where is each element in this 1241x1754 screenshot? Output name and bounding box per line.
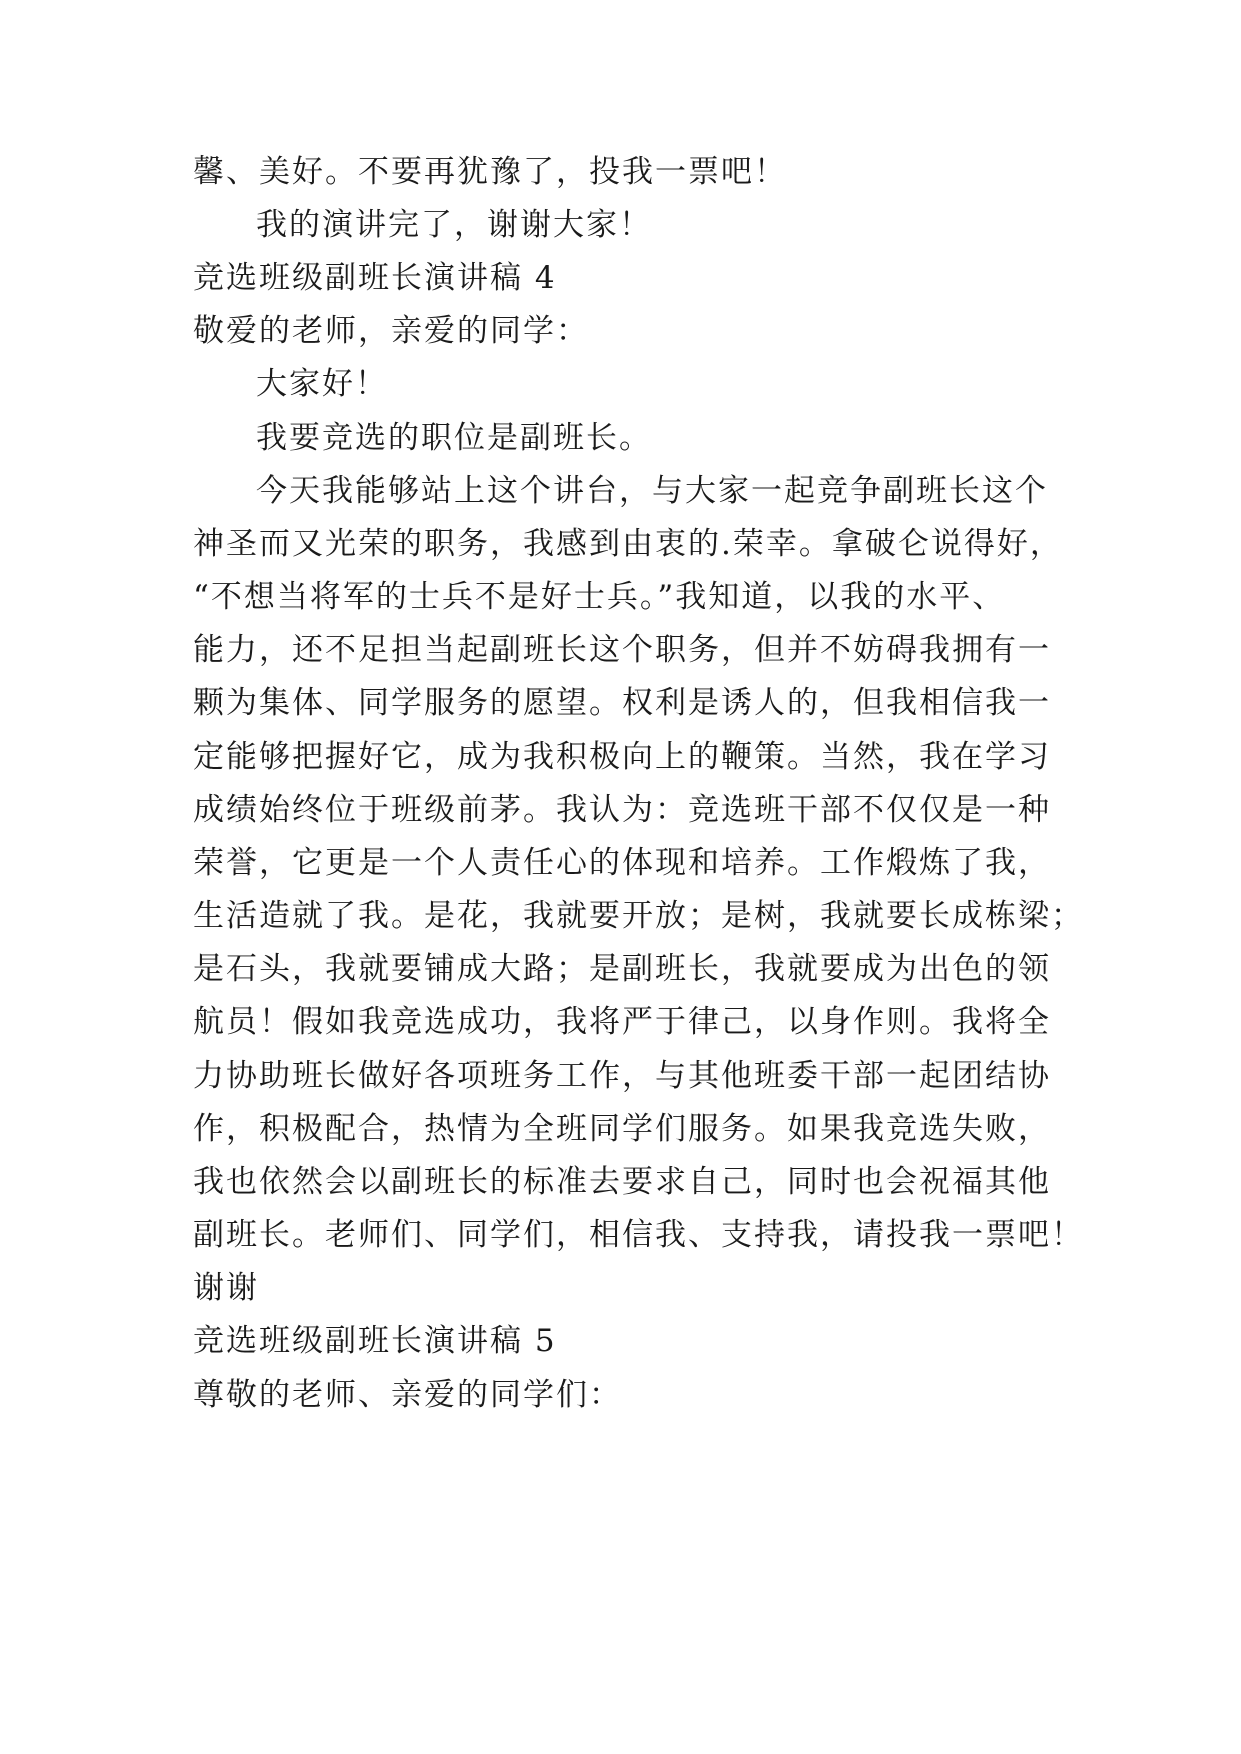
paragraph-line: 我也依然会以副班长的标准去要求自己，同时也会祝福其他: [193, 1164, 1051, 1200]
paragraph-line: 今天我能够站上这个讲台，与大家一起竞争副班长这个: [256, 473, 1048, 509]
paragraph-line: 神圣而又光荣的职务，我感到由衷的.荣幸。拿破仑说得好，: [193, 526, 1063, 562]
paragraph-line: 成绩始终位于班级前茅。我认为：竞选班干部不仅仅是一种: [193, 792, 1051, 828]
salutation: 尊敬的老师、亲爱的同学们：: [193, 1377, 622, 1413]
paragraph-line: 馨、美好。不要再犹豫了，投我一票吧！: [193, 154, 787, 190]
paragraph-line: 作，积极配合，热情为全班同学们服务。如果我竞选失败，: [193, 1111, 1051, 1147]
paragraph-line: 力协助班长做好各项班务工作，与其他班委干部一起团结协: [193, 1058, 1051, 1094]
paragraph-line: 生活造就了我。是花，我就要开放；是树，我就要长成栋梁；: [193, 898, 1084, 934]
paragraph-line: 是石头，我就要铺成大路；是副班长，我就要成为出色的领: [193, 951, 1051, 987]
paragraph-line: 荣誉，它更是一个人责任心的体现和培养。工作煅炼了我，: [193, 845, 1051, 881]
paragraph-line: 我的演讲完了，谢谢大家！: [256, 207, 652, 243]
section-heading: 竞选班级副班长演讲稿 5: [193, 1323, 557, 1359]
closing-text: 谢谢: [193, 1270, 259, 1306]
paragraph-line: 航员！假如我竞选成功，我将严于律己，以身作则。我将全: [193, 1004, 1051, 1040]
paragraph-line: 定能够把握好它，成为我积极向上的鞭策。当然，我在学习: [193, 739, 1051, 775]
paragraph-line: 副班长。老师们、同学们，相信我、支持我，请投我一票吧！: [193, 1217, 1084, 1253]
paragraph-line: 我要竞选的职位是副班长。: [256, 420, 652, 456]
paragraph-line: “不想当将军的士兵不是好士兵。”我知道，以我的水平、: [193, 579, 1006, 615]
salutation: 敬爱的老师，亲爱的同学：: [193, 313, 589, 349]
section-heading: 竞选班级副班长演讲稿 4: [193, 260, 557, 296]
paragraph-line: 能力，还不足担当起副班长这个职务，但并不妨碍我拥有一: [193, 632, 1051, 668]
paragraph-line: 颗为集体、同学服务的愿望。权利是诱人的，但我相信我一: [193, 685, 1051, 721]
paragraph-line: 大家好！: [256, 366, 388, 402]
